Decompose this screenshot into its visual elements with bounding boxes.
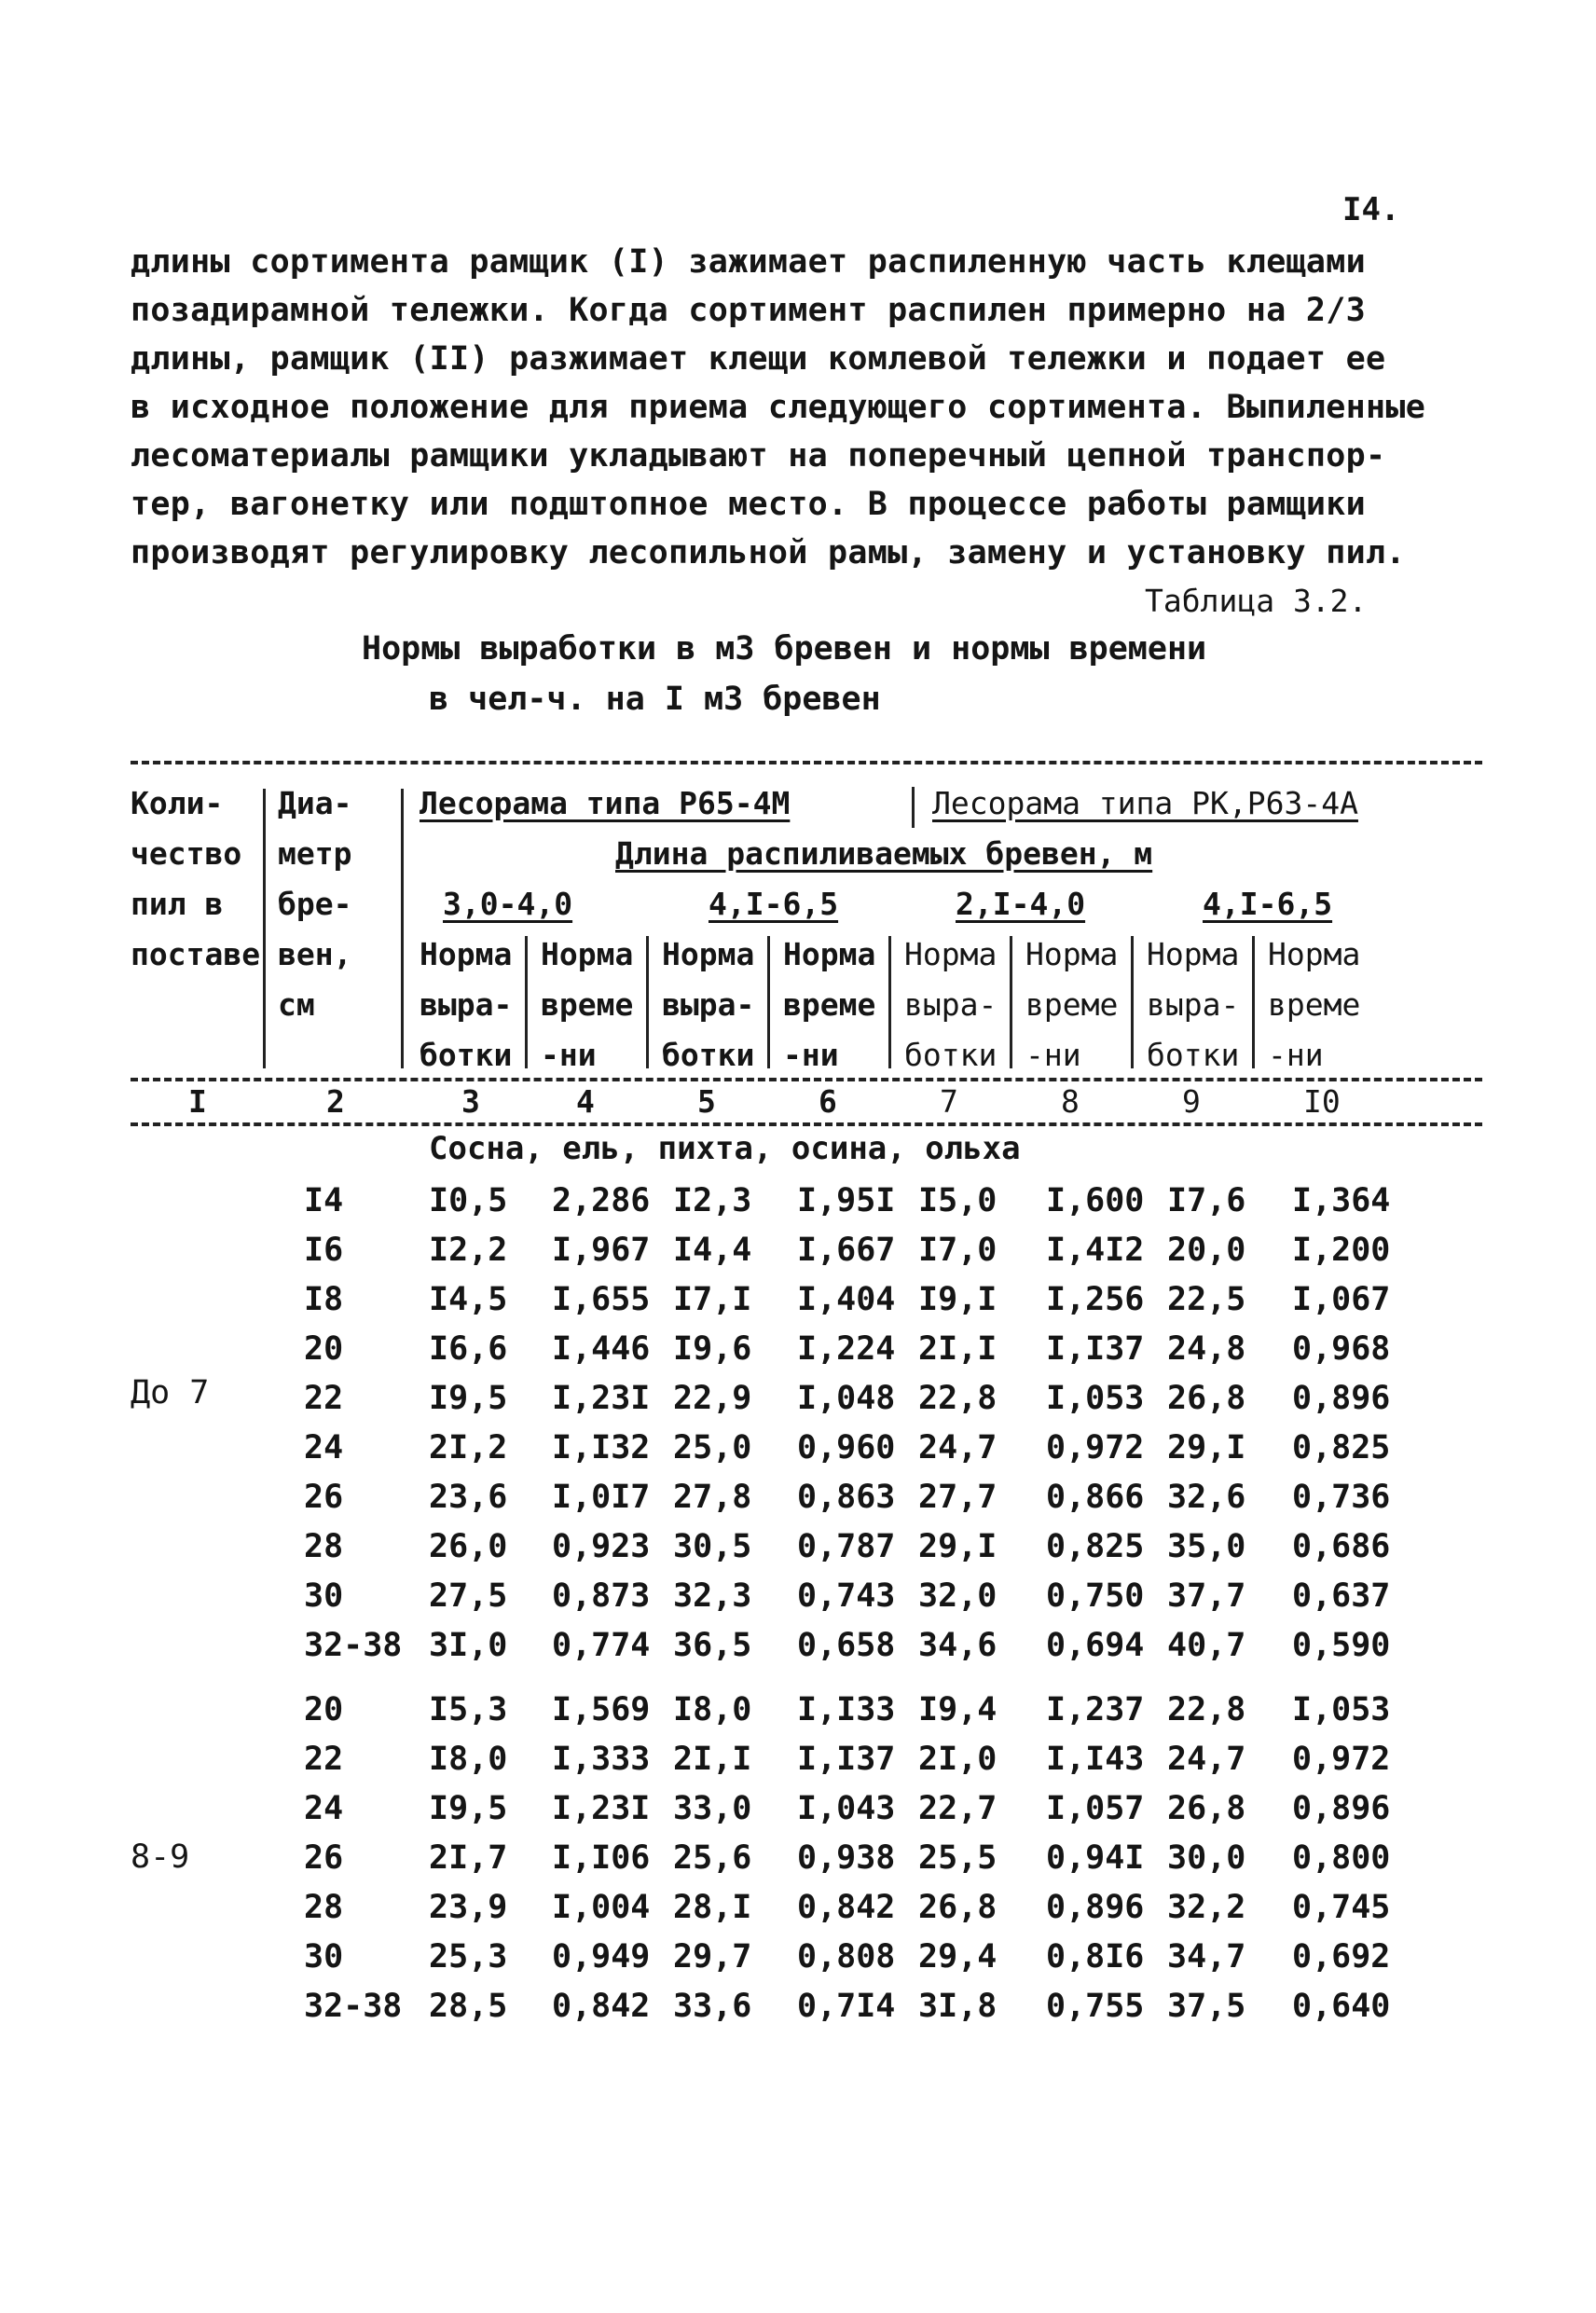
output-cell: 30,0 — [1167, 1839, 1246, 1877]
output-cell: 36,5 — [673, 1627, 752, 1664]
diameter-cell: 22 — [304, 1741, 344, 1778]
time-cell: I,364 — [1292, 1182, 1391, 1219]
time-cell: 0,960 — [797, 1429, 896, 1466]
time-cell: I,224 — [797, 1330, 896, 1368]
table-row — [0, 1572, 1596, 1621]
output-cell: 22,8 — [1167, 1691, 1246, 1728]
frame-type-a: Лесорама типа Р65-4М — [420, 785, 791, 821]
time-cell: 0,842 — [797, 1889, 896, 1926]
paragraph-line: длины сортимента рамщик (I) зажимает распиленную часть клещами — [131, 243, 1367, 281]
output-cell: I4,5 — [429, 1281, 508, 1318]
output-cell: I9,I — [918, 1281, 998, 1318]
table-body — [0, 1177, 1596, 2031]
column-separator — [767, 936, 770, 1068]
time-cell: I,053 — [1292, 1691, 1391, 1728]
table-row — [0, 1325, 1596, 1374]
output-cell: I0,5 — [429, 1182, 508, 1219]
frame-divider — [912, 787, 915, 828]
paragraph-line: тер, вагонетку или подштопное место. В процессе работы рамщики — [131, 486, 1367, 523]
output-cell: 25,6 — [673, 1839, 752, 1877]
time-cell: 0,637 — [1292, 1577, 1391, 1615]
time-cell: 0,825 — [1292, 1429, 1391, 1466]
output-cell: 28,I — [673, 1889, 752, 1926]
output-cell: 2I,I — [673, 1741, 752, 1778]
diameter-cell: 26 — [304, 1839, 344, 1877]
time-cell: I,048 — [797, 1380, 896, 1417]
column-separator — [888, 936, 891, 1068]
output-cell: 27,7 — [918, 1479, 998, 1516]
time-cell: I,667 — [797, 1232, 896, 1269]
norm-output-header: Норма — [904, 936, 998, 972]
output-cell: I5,3 — [429, 1691, 508, 1728]
time-cell: 0,640 — [1292, 1988, 1391, 2025]
body-paragraph — [131, 238, 1482, 577]
column-number: 9 — [1182, 1083, 1201, 1120]
time-cell: I,I43 — [1046, 1741, 1145, 1778]
output-cell: I7,6 — [1167, 1182, 1246, 1219]
length-range: 3,0-4,0 — [443, 886, 573, 922]
column-separator — [263, 789, 266, 1068]
header-col1-line: Коли- — [131, 785, 224, 821]
output-cell: 23,9 — [429, 1889, 508, 1926]
diameter-cell: I6 — [304, 1232, 344, 1269]
time-cell: 0,949 — [552, 1938, 651, 1976]
output-cell: 34,7 — [1167, 1938, 1246, 1976]
output-cell: I8,0 — [673, 1691, 752, 1728]
time-cell: 0,7I4 — [797, 1988, 896, 2025]
time-cell: I,053 — [1046, 1380, 1145, 1417]
diameter-cell: 20 — [304, 1691, 344, 1728]
header-col1-line: чество — [131, 835, 242, 872]
output-cell: 2I,2 — [429, 1429, 508, 1466]
header-top-rule — [131, 761, 1482, 764]
time-cell: 0,694 — [1046, 1627, 1145, 1664]
time-cell: I,569 — [552, 1691, 651, 1728]
time-cell: 0,755 — [1046, 1988, 1145, 2025]
column-separator — [646, 936, 649, 1068]
column-number: I0 — [1303, 1083, 1341, 1120]
time-cell: 0,808 — [797, 1938, 896, 1976]
output-cell: 29,7 — [673, 1938, 752, 1976]
column-separator — [525, 936, 528, 1068]
norm-output-header: выра- — [662, 986, 755, 1023]
table-row — [0, 1883, 1596, 1933]
column-number: 3 — [461, 1083, 480, 1120]
output-cell: 20,0 — [1167, 1232, 1246, 1269]
diameter-cell: 30 — [304, 1938, 344, 1976]
diameter-cell: I8 — [304, 1281, 344, 1318]
output-cell: I2,3 — [673, 1182, 752, 1219]
diameter-cell: 28 — [304, 1889, 344, 1926]
norm-output-header: ботки — [420, 1037, 513, 1073]
time-cell: 0,896 — [1292, 1380, 1391, 1417]
time-cell: I,200 — [1292, 1232, 1391, 1269]
time-cell: I,23I — [552, 1380, 651, 1417]
output-cell: 29,I — [1167, 1429, 1246, 1466]
header-col1-line: пил в — [131, 886, 224, 922]
time-cell: I,600 — [1046, 1182, 1145, 1219]
output-cell: 25,0 — [673, 1429, 752, 1466]
time-cell: I,256 — [1046, 1281, 1145, 1318]
time-cell: 0,863 — [797, 1479, 896, 1516]
output-cell: 2I,I — [918, 1330, 998, 1368]
time-cell: 0,787 — [797, 1528, 896, 1565]
paragraph-line: позадирамной тележки. Когда сортимент распилен примерно на 2/3 — [131, 292, 1367, 329]
column-separator — [1252, 936, 1255, 1068]
paragraph-line: производят регулировку лесопильной рамы, замену и установку пил. — [131, 534, 1406, 571]
column-number: 4 — [576, 1083, 595, 1120]
length-range: 4,I-6,5 — [709, 886, 839, 922]
diameter-cell: 24 — [304, 1790, 344, 1827]
output-cell: 25,3 — [429, 1938, 508, 1976]
norm-output-header: Норма — [1147, 936, 1240, 972]
norm-time-header: време — [541, 986, 634, 1023]
output-cell: 33,6 — [673, 1988, 752, 2025]
table-row — [0, 1621, 1596, 1671]
output-cell: I2,2 — [429, 1232, 508, 1269]
output-cell: 32,3 — [673, 1577, 752, 1615]
column-number: 2 — [326, 1083, 345, 1120]
paragraph-line: лесоматериалы рамщики укладывают на поперечный цепной транспор- — [131, 437, 1386, 475]
frame-type-b: Лесорама типа РК,Р63-4А — [932, 785, 1358, 821]
group-saws-label: До 7 — [131, 1374, 210, 1411]
output-cell: 35,0 — [1167, 1528, 1246, 1565]
table-title-line-1: Нормы выработки в м3 бревен и нормы времени — [362, 630, 1207, 668]
norm-time-header: Норма — [1268, 936, 1361, 972]
output-cell: I7,0 — [918, 1232, 998, 1269]
time-cell: 0,658 — [797, 1627, 896, 1664]
time-cell: I,404 — [797, 1281, 896, 1318]
column-number: 5 — [697, 1083, 716, 1120]
output-cell: 37,5 — [1167, 1988, 1246, 2025]
time-cell: I,I37 — [1046, 1330, 1145, 1368]
length-range: 4,I-6,5 — [1203, 886, 1333, 922]
norm-output-header: выра- — [420, 986, 513, 1023]
table-row — [0, 1226, 1596, 1275]
norm-time-header: -ни — [1268, 1037, 1324, 1073]
time-cell: 0,8I6 — [1046, 1938, 1145, 1976]
table-row — [0, 1374, 1596, 1424]
norm-output-header: Норма — [662, 936, 755, 972]
time-cell: 0,938 — [797, 1839, 896, 1877]
time-cell: 0,923 — [552, 1528, 651, 1565]
table-row — [0, 1275, 1596, 1325]
time-cell: 0,842 — [552, 1988, 651, 2025]
column-separator — [1131, 936, 1134, 1068]
norm-output-header: ботки — [904, 1037, 998, 1073]
table-row — [0, 1424, 1596, 1473]
header-mid-rule — [131, 1078, 1482, 1081]
diameter-cell: 28 — [304, 1528, 344, 1565]
time-cell: 0,968 — [1292, 1330, 1391, 1368]
column-number: 7 — [940, 1083, 958, 1120]
time-cell: 0,590 — [1292, 1627, 1391, 1664]
time-cell: 0,873 — [552, 1577, 651, 1615]
table-header — [131, 755, 1482, 1128]
output-cell: 26,0 — [429, 1528, 508, 1565]
output-cell: 24,7 — [1167, 1741, 1246, 1778]
time-cell: I,4I2 — [1046, 1232, 1145, 1269]
norm-time-header: време — [783, 986, 876, 1023]
output-cell: 23,6 — [429, 1479, 508, 1516]
diameter-cell: 22 — [304, 1380, 344, 1417]
output-cell: 26,8 — [1167, 1380, 1246, 1417]
table-row — [0, 1834, 1596, 1883]
norm-output-header: ботки — [1147, 1037, 1240, 1073]
output-cell: 3I,0 — [429, 1627, 508, 1664]
output-cell: 3I,8 — [918, 1988, 998, 2025]
header-col2-line: вен, — [278, 936, 352, 972]
output-cell: 40,7 — [1167, 1627, 1246, 1664]
output-cell: 32,0 — [918, 1577, 998, 1615]
table-label: Таблица 3.2. — [1145, 583, 1368, 619]
output-cell: 28,5 — [429, 1988, 508, 2025]
output-cell: 24,7 — [918, 1429, 998, 1466]
time-cell: 0,745 — [1292, 1889, 1391, 1926]
diameter-cell: 32-38 — [304, 1988, 403, 2025]
species-heading: Сосна, ель, пихта, осина, ольха — [429, 1130, 1021, 1167]
paragraph-line: в исходное положение для приема следующего сортимента. Выпиленные — [131, 389, 1426, 426]
norm-time-header: Норма — [1025, 936, 1119, 972]
diameter-cell: 20 — [304, 1330, 344, 1368]
header-col1-line: поставе — [131, 936, 261, 972]
diameter-cell: 30 — [304, 1577, 344, 1615]
time-cell: 0,972 — [1046, 1429, 1145, 1466]
header-col2-line: см — [278, 986, 315, 1023]
output-cell: I7,I — [673, 1281, 752, 1318]
column-number: I — [188, 1083, 207, 1120]
output-cell: 22,9 — [673, 1380, 752, 1417]
diameter-cell: 32-38 — [304, 1627, 403, 1664]
output-cell: 2I,7 — [429, 1839, 508, 1877]
table-row — [0, 1784, 1596, 1834]
time-cell: 0,743 — [797, 1577, 896, 1615]
column-separator — [401, 789, 404, 1068]
output-cell: I9,5 — [429, 1790, 508, 1827]
norm-time-header: -ни — [783, 1037, 839, 1073]
time-cell: I,655 — [552, 1281, 651, 1318]
output-cell: 25,5 — [918, 1839, 998, 1877]
page-number: I4. — [1342, 191, 1400, 228]
table-row — [0, 1177, 1596, 1226]
table-row — [0, 1473, 1596, 1522]
time-cell: I,I37 — [797, 1741, 896, 1778]
column-separator — [1010, 936, 1012, 1068]
output-cell: 30,5 — [673, 1528, 752, 1565]
table-row — [0, 1982, 1596, 2031]
output-cell: I9,5 — [429, 1380, 508, 1417]
norm-time-header: Норма — [783, 936, 876, 972]
output-cell: 22,7 — [918, 1790, 998, 1827]
diameter-cell: 26 — [304, 1479, 344, 1516]
table-row — [0, 1686, 1596, 1735]
norm-output-header: Норма — [420, 936, 513, 972]
output-cell: I6,6 — [429, 1330, 508, 1368]
table-row — [0, 1933, 1596, 1982]
time-cell: 0,94I — [1046, 1839, 1145, 1877]
diameter-cell: 24 — [304, 1429, 344, 1466]
output-cell: 29,I — [918, 1528, 998, 1565]
header-bottom-rule — [131, 1122, 1482, 1126]
time-cell: I,967 — [552, 1232, 651, 1269]
time-cell: 0,972 — [1292, 1741, 1391, 1778]
time-cell: 0,736 — [1292, 1479, 1391, 1516]
table-row — [0, 1735, 1596, 1784]
output-cell: I8,0 — [429, 1741, 508, 1778]
time-cell: 0,750 — [1046, 1577, 1145, 1615]
time-cell: 0,800 — [1292, 1839, 1391, 1877]
diameter-cell: I4 — [304, 1182, 344, 1219]
time-cell: 0,896 — [1046, 1889, 1145, 1926]
time-cell: I,I06 — [552, 1839, 651, 1877]
paragraph-line: длины, рамщик (II) разжимает клещи комлевой тележки и подает ее — [131, 340, 1386, 378]
header-col2-line: Диа- — [278, 785, 352, 821]
length-range: 2,I-4,0 — [956, 886, 1086, 922]
header-col2-line: метр — [278, 835, 352, 872]
table-title-line-2: в чел-ч. на I м3 бревен — [429, 681, 881, 718]
column-number: 8 — [1061, 1083, 1080, 1120]
norm-time-header: време — [1268, 986, 1361, 1023]
time-cell: I,0I7 — [552, 1479, 651, 1516]
length-label: Длина распиливаемых бревен, м — [615, 835, 1153, 872]
norm-time-header: време — [1025, 986, 1119, 1023]
time-cell: I,23I — [552, 1790, 651, 1827]
output-cell: I4,4 — [673, 1232, 752, 1269]
output-cell: 27,8 — [673, 1479, 752, 1516]
time-cell: I,I33 — [797, 1691, 896, 1728]
output-cell: 27,5 — [429, 1577, 508, 1615]
output-cell: I9,6 — [673, 1330, 752, 1368]
output-cell: 34,6 — [918, 1627, 998, 1664]
time-cell: I,067 — [1292, 1281, 1391, 1318]
time-cell: 0,896 — [1292, 1790, 1391, 1827]
time-cell: I,333 — [552, 1741, 651, 1778]
column-number: 6 — [819, 1083, 837, 1120]
table-row — [0, 1522, 1596, 1572]
norm-time-header: -ни — [1025, 1037, 1081, 1073]
output-cell: 26,8 — [1167, 1790, 1246, 1827]
time-cell: I,I32 — [552, 1429, 651, 1466]
norm-output-header: выра- — [1147, 986, 1240, 1023]
norm-output-header: ботки — [662, 1037, 755, 1073]
output-cell: 24,8 — [1167, 1330, 1246, 1368]
output-cell: 26,8 — [918, 1889, 998, 1926]
time-cell: 0,686 — [1292, 1528, 1391, 1565]
group-saws-label: 8-9 — [131, 1838, 190, 1876]
time-cell: 0,774 — [552, 1627, 651, 1664]
time-cell: 0,825 — [1046, 1528, 1145, 1565]
header-col2-line: бре- — [278, 886, 352, 922]
output-cell: 33,0 — [673, 1790, 752, 1827]
output-cell: 29,4 — [918, 1938, 998, 1976]
output-cell: 37,7 — [1167, 1577, 1246, 1615]
time-cell: 0,692 — [1292, 1938, 1391, 1976]
output-cell: I9,4 — [918, 1691, 998, 1728]
time-cell: I,237 — [1046, 1691, 1145, 1728]
time-cell: I,057 — [1046, 1790, 1145, 1827]
time-cell: 2,286 — [552, 1182, 651, 1219]
norm-output-header: выра- — [904, 986, 998, 1023]
norm-time-header: -ни — [541, 1037, 597, 1073]
time-cell: I,004 — [552, 1889, 651, 1926]
output-cell: 32,2 — [1167, 1889, 1246, 1926]
time-cell: I,043 — [797, 1790, 896, 1827]
time-cell: 0,866 — [1046, 1479, 1145, 1516]
output-cell: 32,6 — [1167, 1479, 1246, 1516]
time-cell: I,446 — [552, 1330, 651, 1368]
output-cell: 22,5 — [1167, 1281, 1246, 1318]
output-cell: 22,8 — [918, 1380, 998, 1417]
output-cell: 2I,0 — [918, 1741, 998, 1778]
time-cell: I,95I — [797, 1182, 896, 1219]
output-cell: I5,0 — [918, 1182, 998, 1219]
norm-time-header: Норма — [541, 936, 634, 972]
